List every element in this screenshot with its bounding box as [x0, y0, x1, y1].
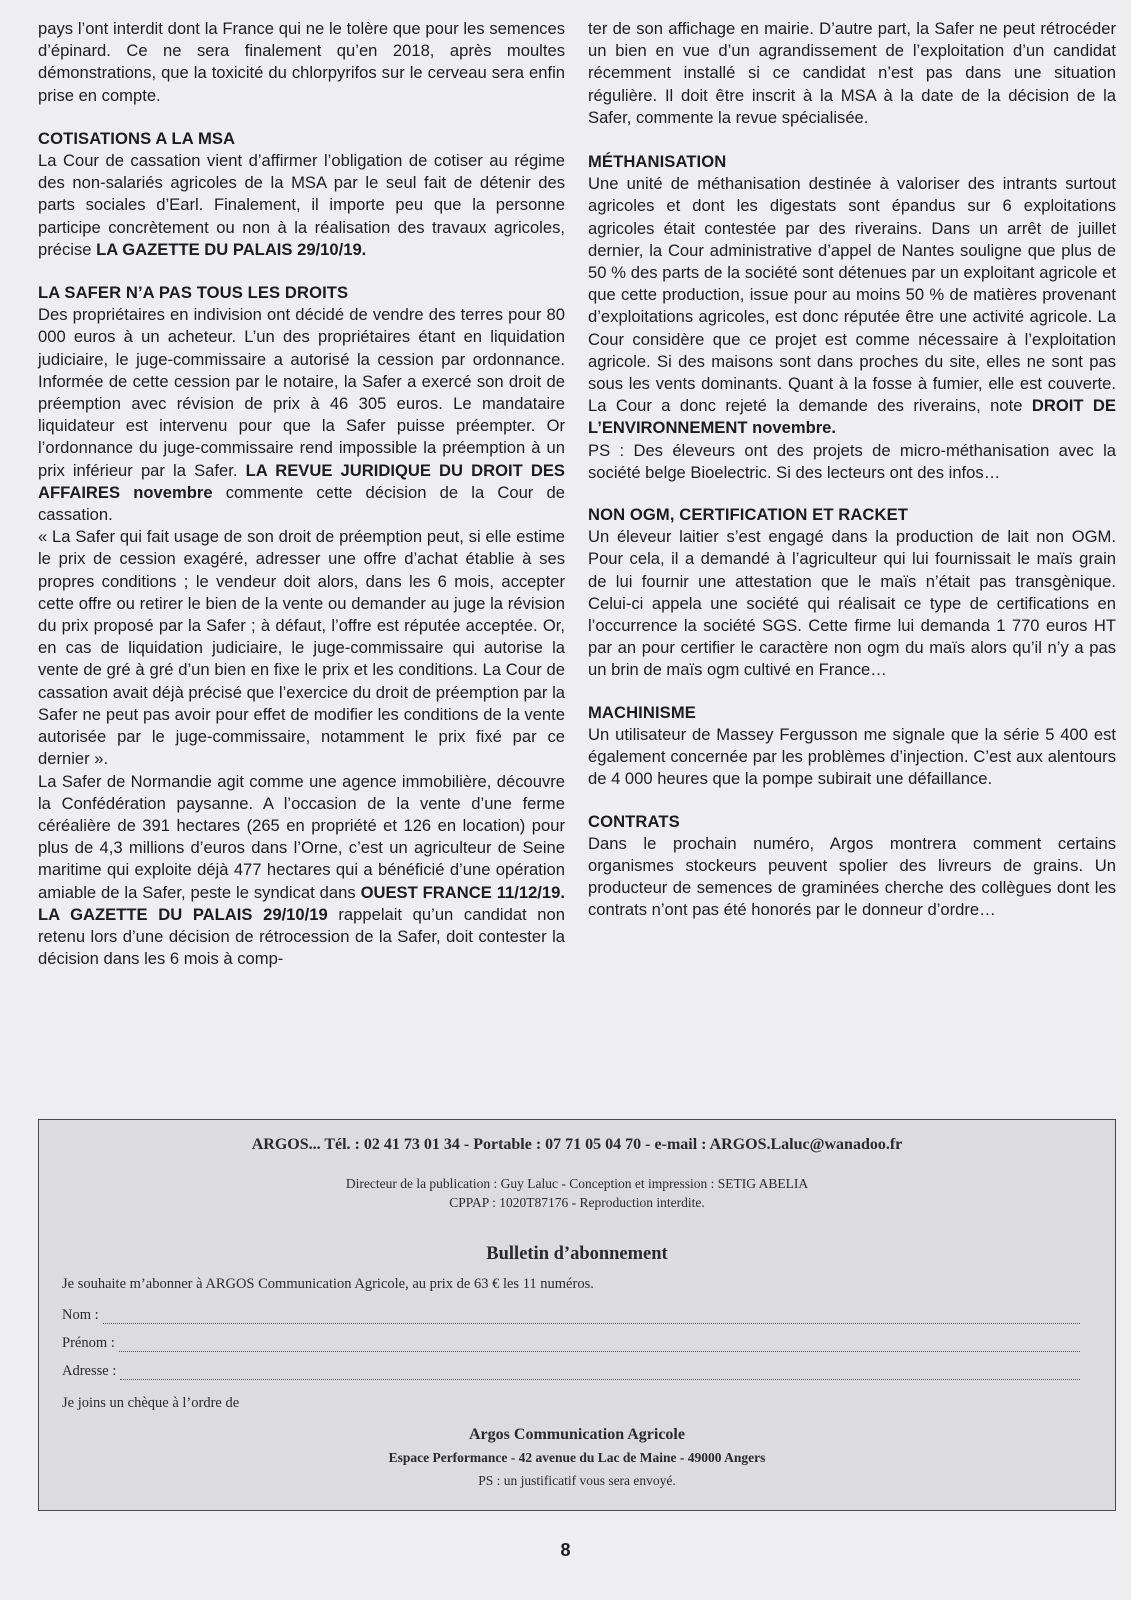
ogm-heading: NON OGM, CERTIFICATION ET RACKET: [588, 505, 909, 525]
methanisation-source: DROIT DE L’ENVIRONNEMENT novembre.: [588, 396, 1116, 438]
adresse-field[interactable]: [62, 1363, 1080, 1380]
left-column: [38, 18, 565, 970]
msa-text: La Cour de cassation vient d’affirmer l’obligation de cotiser au régime des non-salariés agricoles de la MSA par le seul fait de détenir des parts sociales d’Earl. Finalement, il importe peu que la personne participe concrètement ou non à la réalisation des travaux agricoles, précise: [38, 151, 565, 259]
nom-line[interactable]: [103, 1310, 1080, 1324]
ps-line: PS : un justificatif vous sera envoyé.: [478, 1473, 676, 1488]
methanisation-heading: MÉTHANISATION: [588, 152, 727, 172]
cppap-line: CPPAP : 1020T87176 - Reproduction interdite.: [449, 1195, 705, 1210]
safer-quote: « La Safer qui fait usage de son droit de préemption peut, si elle estime le prix de cession exagéré, adresser une offre d’achat établie à ses propres conditions ; le vendeur doit alors, dans les 6 mois, accepter cette offre ou retirer le bien de la vente ou demander au juge la révision du prix proposé par la Safer ; à défaut, l’offre est réputée acceptée. Or, en cas de liquidation judiciaire, le juge-commissaire qui autorise la vente de gré à gré d’un bien en fixe le prix et les conditions. La Cour de cassation avait déjà précisé que l’exercice du droit de préemption par la Safer ne peut pas avoir pour effet de modifier les conditions de la vente autorisée par le juge-commissaire, notamment le prix fixé par ce dernier ».: [38, 527, 565, 769]
machinisme-heading: MACHINISME: [588, 702, 696, 722]
prenom-field[interactable]: [62, 1335, 1080, 1352]
org-name: Argos Communication Agricole: [469, 1426, 685, 1443]
methanisation-text: Une unité de méthanisation destinée à valoriser des intrants surtout agricoles et dont les digestats sont épandus sur 6 exploitations agricoles était contestée par des riverains. Dans un arrêt de juillet dernier, la Cour administrative d’appel de Nantes souligne que plus de 50 % des parts de la société sont détenues par un exploitant agricole et que cette production, issue pour au moins 50 % de matières provenant d’exploitations agricoles, est donc réputée être une activité agricole. La Cour considère que ce projet est comme nécessaire à l’exploitation agricole. Si des maisons sont dans proches du site, elles ne sont pas sous les vents dominants. Quant à la fosse à fumier, elle est couverte. La Cour a donc rejeté la demande des riverains, note: [588, 174, 1116, 416]
safer-source-1: LA REVUE JURIDIQUE DU DROIT DES AFFAIRES novembre: [38, 460, 565, 502]
msa-source: LA GAZETTE DU PALAIS 29/10/19.: [96, 239, 367, 259]
safer-paragraph-1: [38, 304, 565, 526]
methanisation-ps: PS : Des éleveurs ont des projets de micro-méthanisation avec la société belge Bioelectric. Si des lecteurs ont des infos…: [588, 440, 1116, 482]
org-address: Espace Performance - 42 avenue du Lac de Maine - 49000 Angers: [388, 1450, 766, 1465]
safer-text-1-end: commente cette décision de la Cour de cassation.: [38, 482, 565, 525]
safer-text-2: La Safer de Normandie agit comme une agence immobilière, découvre la Confédération paysanne. A l’occasion de la vente d’une ferme céréalière de 391 hectares (265 en propriété et 126 en location) pour plus de 4,3 millions d’euros dans l’Orne, c’est un agriculteur de Seine maritime qui exploite déjà 477 hectares qui a bénéficié d’une opération amiable de la Safer, peste le syndicat dans: [38, 771, 565, 902]
safer-text-1: Des propriétaires en indivision ont décidé de vendre des terres pour 80 000 euros à un acheteur. L’un des propriétaires étant en liquidation judiciaire, le juge-commissaire a autorisé la cession par ordonnance. Informée de cette cession par le notaire, la Safer a exercé son droit de préemption avec révision de prix à 46 305 euros. Le mandataire liquidateur est intervenu pour que la Safer puisse préempter. Or l’ordonnance du juge-commissaire rend impossible la préemption à un prix inférieur par la Safer.: [38, 305, 565, 480]
right-column: [588, 18, 1116, 922]
cheque-text: Je joins un chèque à l’ordre de: [62, 1395, 240, 1411]
page-number: 8: [560, 1540, 571, 1560]
methanisation-paragraph: [588, 173, 1116, 439]
safer-heading: LA SAFER N’A PAS TOUS LES DROITS: [38, 283, 349, 303]
prenom-label: Prénom :: [62, 1335, 115, 1351]
adresse-line[interactable]: [120, 1366, 1080, 1380]
intro-paragraph: pays l’ont interdit dont la France qui ne le tolère que pour les semences d’épinard. Ce ne sera finalement qu’en 2018, après moultes démonstrations, que la toxicité du chlorpyrifos sur le cerveau sera enfin prise en compte.: [38, 19, 565, 105]
contrats-heading: CONTRATS: [588, 811, 680, 831]
subscription-box: [38, 1119, 1116, 1511]
contrats-paragraph: Dans le prochain numéro, Argos montrera comment certains organismes stockeurs peuvent spolier des livreurs de grains. Un producteur de semences de graminées cherche des collègues dont les contrats n’ont pas été honorés par le donneur d’ordre…: [588, 833, 1116, 920]
msa-paragraph: [38, 150, 565, 261]
nom-label: Nom :: [62, 1307, 99, 1323]
continued-paragraph: ter de son affichage en mairie. D’autre part, la Safer ne peut rétrocéder un bien en vue d’un agrandissement de l’exploitation d’un candidat récemment installé si ce candidat n’est pas dans une situation régulière. Il doit être inscrit à la MSA à la date de la décision de la Safer, commente la revue spécialisée.: [588, 19, 1116, 127]
contact-line: ARGOS... Tél. : 02 41 73 01 34 - Portable : 07 71 05 04 70 - e-mail : ARGOS.Laluc@wanadoo.fr: [251, 1136, 903, 1153]
ogm-paragraph: Un éleveur laitier s’est engagé dans la production de lait non OGM. Pour cela, il a demandé à l’agriculteur qui lui fournissait le maïs grain de lui fournir une attestation que le maïs n’était pas transgènique. Celui-ci appela une société qui réalisait ce type de certifications en l’occurrence la société SGS. Cette firme lui demanda 1 770 euros HT par an pour certifier le caractère non ogm du maïs alors qu’il n’y a pas un brin de maïs ogm cultivé en France…: [588, 527, 1116, 680]
safer-text-2-end: rappelait qu’un candidat non retenu lors d’une décision de rétrocession de la Safer, doit contester la décision dans les 6 mois à comp-: [38, 904, 565, 969]
director-line: Directeur de la publication : Guy Laluc - Conception et impression : SETIG ABELIA: [345, 1176, 809, 1191]
bulletin-title: Bulletin d’abonnement: [486, 1244, 668, 1264]
machinisme-paragraph: Un utilisateur de Massey Fergusson me signale que la série 5 400 est également concernée par les problèmes d’injection. C’est aux alentours de 4 000 heures que la pompe subirait une défaillance.: [588, 724, 1116, 789]
msa-heading: COTISATIONS A LA MSA: [38, 128, 236, 148]
nom-field[interactable]: [62, 1307, 1080, 1324]
prenom-line[interactable]: [119, 1338, 1080, 1352]
subscribe-text: Je souhaite m’abonner à ARGOS Communication Agricole, au prix de 63 € les 11 numéros.: [62, 1276, 594, 1292]
safer-source-2: OUEST FRANCE 11/12/19.: [360, 882, 565, 902]
safer-paragraph-2: [38, 771, 565, 971]
adresse-label: Adresse :: [62, 1363, 117, 1379]
safer-source-3: LA GAZETTE DU PALAIS 29/10/19: [38, 904, 328, 924]
